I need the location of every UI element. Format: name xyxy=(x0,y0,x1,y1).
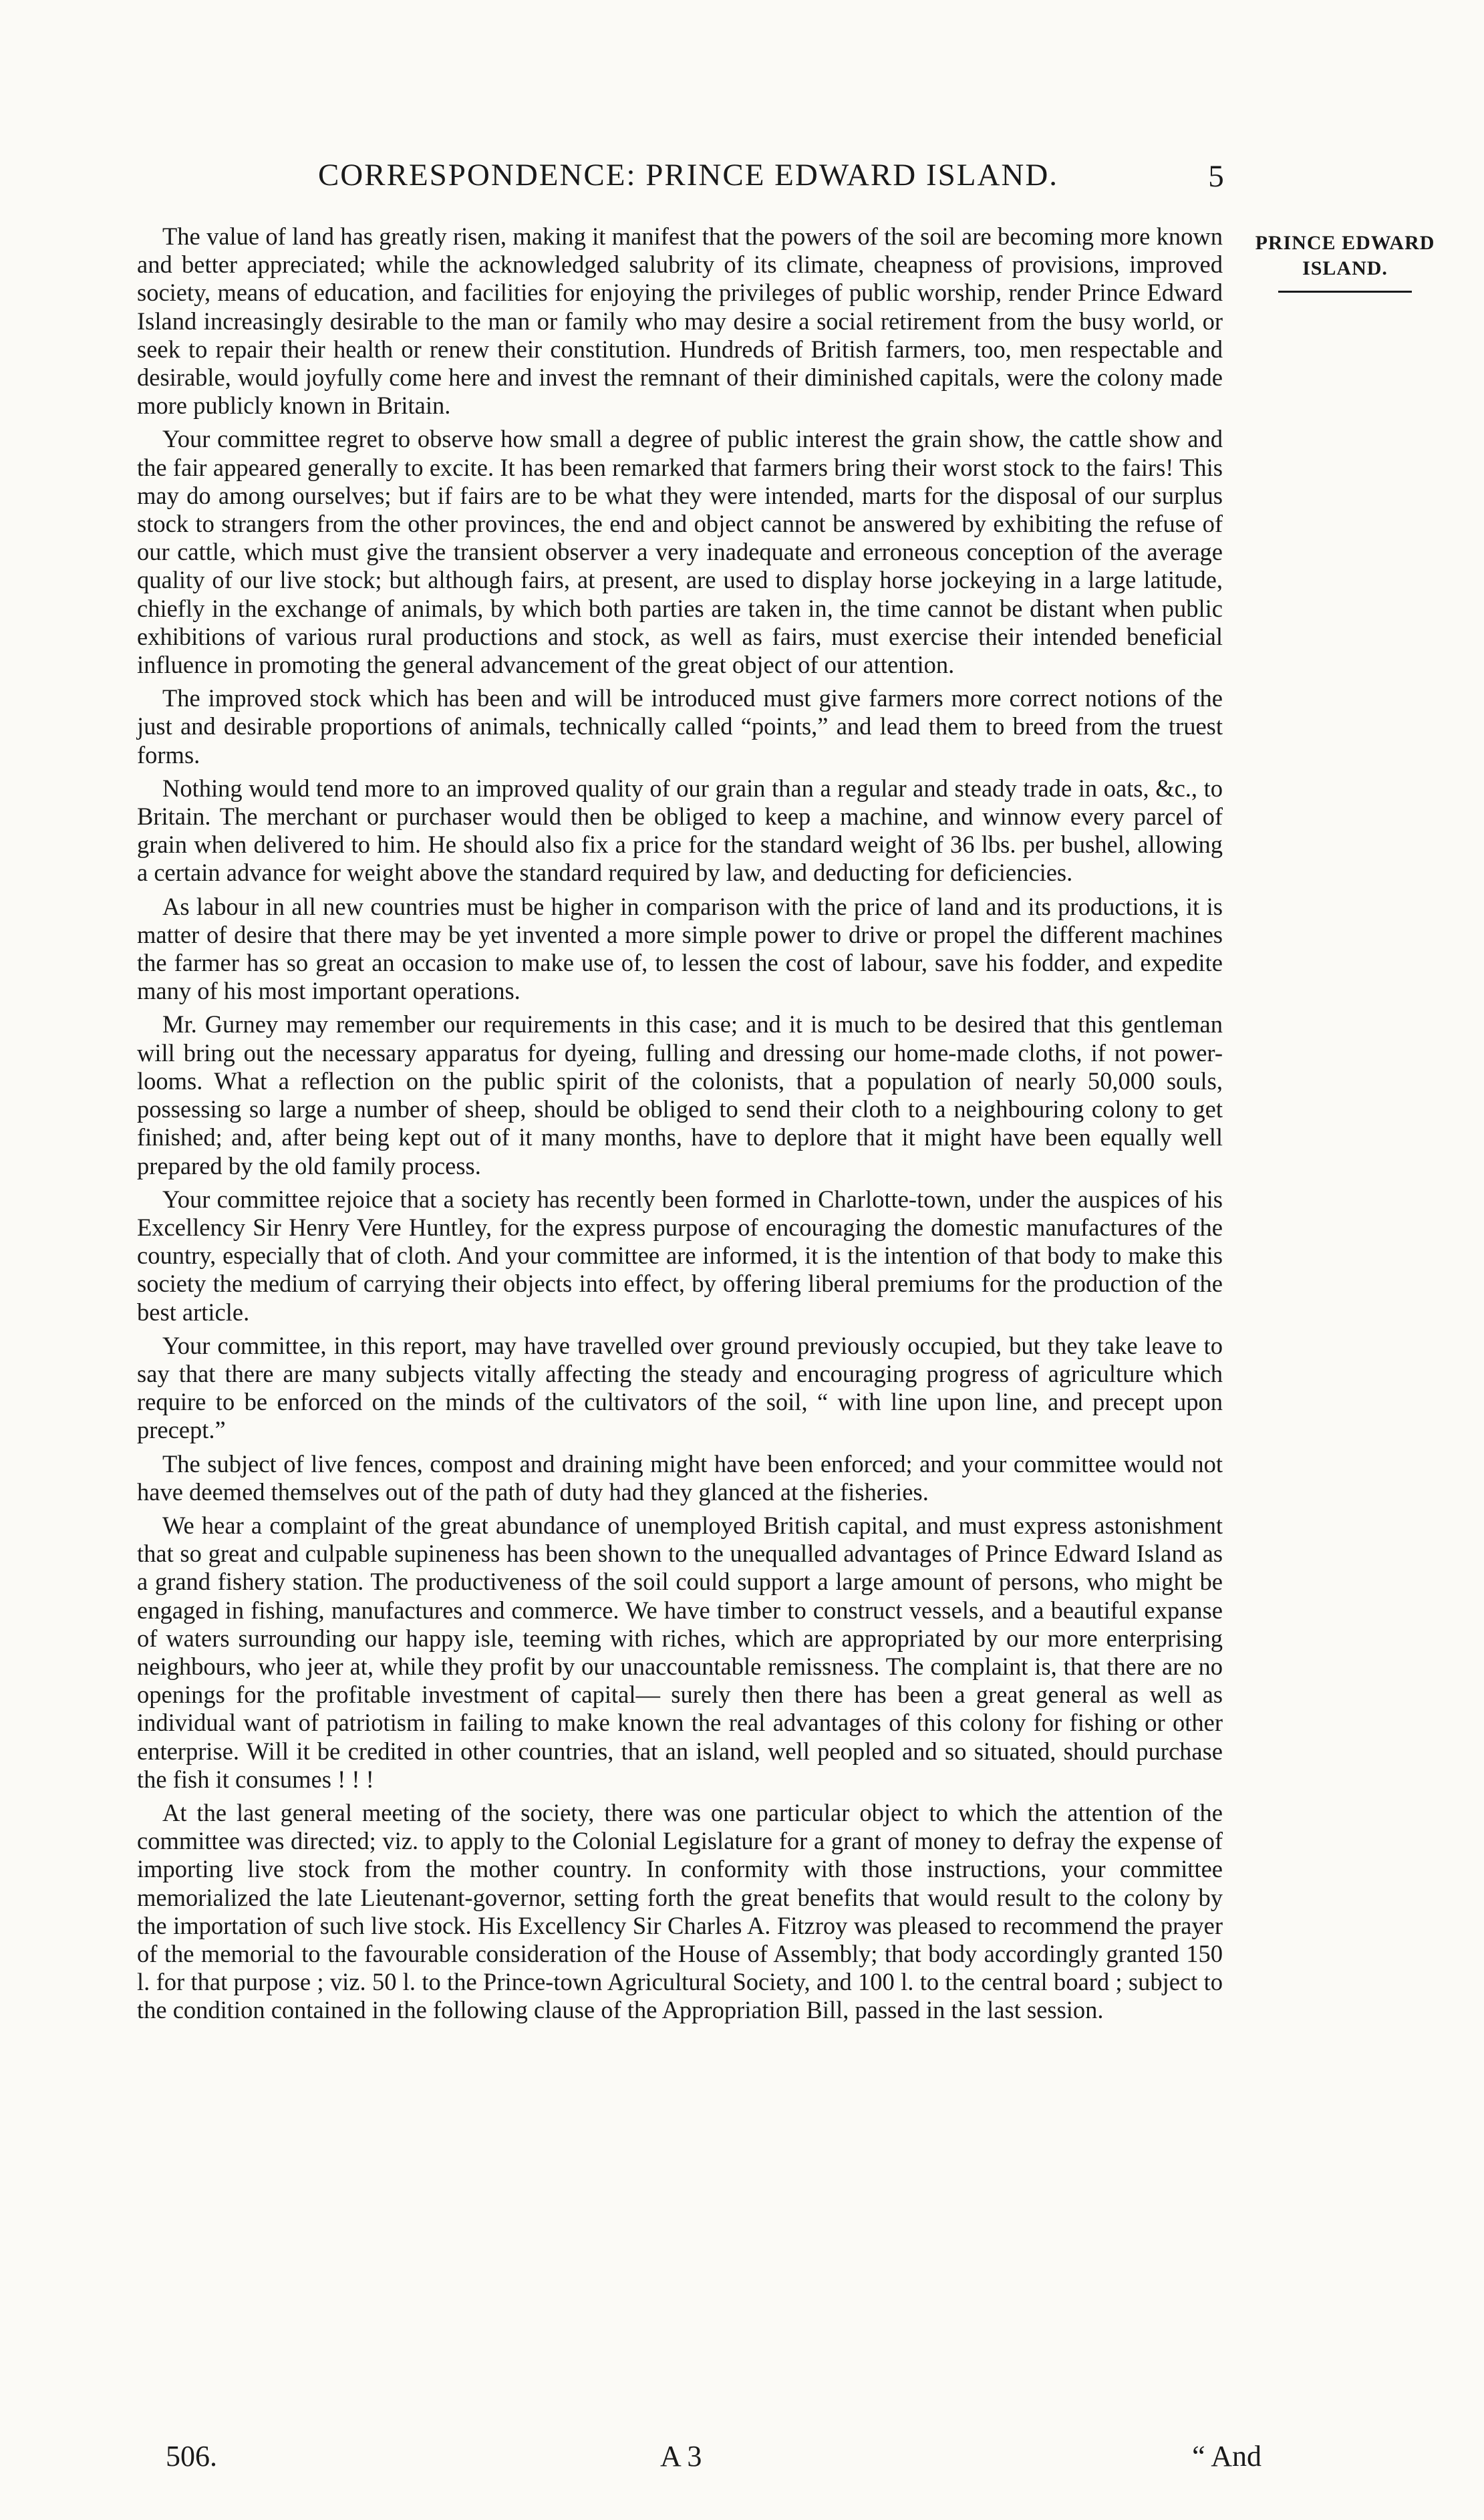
side-note-line-2: ISLAND. xyxy=(1302,257,1388,279)
paragraph-1: The value of land has greatly risen, making it manifest that the powers of the soil are becoming more known and better appreciated; while the acknowledged salubrity of its climate, cheapness of provisions, improved society, means of education, and facilities for enjoying the privileges of public worship, render Prince Edward Island increasingly desirable to the man or family who may desire a social retirement from the busy world, or seek to repair their health or renew their constitution. Hundreds of British farmers, too, men respectable and desirable, would joyfully come here and invest the remnant of their diminished capitals, were the colony made more publicly known in Britain. xyxy=(137,223,1223,420)
paragraph-8: Your committee, in this report, may have travelled over ground previously occupied, but they take leave to say that there are many subjects vitally affecting the steady and encouraging progress of agriculture which require to be enforced on the minds of the cultivators of the soil, “ with line upon line, and precept upon precept.” xyxy=(137,1331,1223,1444)
paragraph-9: The subject of live fences, compost and draining might have been enforced; and your committee would not have deemed themselves out of the path of duty had they glanced at the fisheries. xyxy=(137,1449,1223,1506)
body-text xyxy=(137,223,1223,2025)
sheet-number: 506. xyxy=(166,2440,217,2473)
paragraph-2: Your committee regret to observe how small a degree of public interest the grain show, the cattle show and the fair appeared generally to excite. It has been remarked that farmers bring their worst stock to the fairs! This may do among ourselves; but if fairs are to be what they were intended, marts for the disposal of our surplus stock to strangers from the other provinces, the end and object cannot be answered by exhibiting the refuse of our cattle, which must give the transient observer a very inadequate and erroneous conception of the average quality of our live stock; but although fairs, at present, are used to display horse jockeying in a large latitude, chiefly in the exchange of animals, by which both parties are taken in, the time cannot be distant when public exhibitions of various rural productions and stock, as well as fairs, must exercise their intended beneficial influence in promoting the general advancement of the great object of our attention. xyxy=(137,425,1223,679)
running-title: CORRESPONDENCE: PRINCE EDWARD ISLAND. xyxy=(317,158,1059,192)
page-number: 5 xyxy=(1208,159,1224,194)
side-note xyxy=(1235,231,1455,293)
paragraph-5: As labour in all new countries must be higher in comparison with the price of land and its productions, it is matter of desire that there may be yet invented a more simple power to drive or propel the different machines the farmer has so great an occasion to make use of, to lessen the cost of labour, save his fodder, and expedite many of his most important operations. xyxy=(137,892,1223,1005)
page-footer xyxy=(166,2436,1262,2477)
paragraph-3: The improved stock which has been and will be introduced must give farmers more correct notions of the just and desirable proportions of animals, technically called “points,” and lead them to breed from the truest forms. xyxy=(137,684,1223,768)
side-note-rule xyxy=(1278,291,1412,293)
paragraph-4: Nothing would tend more to an improved quality of our grain than a regular and steady trade in oats, &c., to Britain. The merchant or purchaser would then be obliged to keep a machine, and winnow every parcel of grain when delivered to him. He should also fix a price for the standard weight of 36 lbs. per bushel, allowing a certain advance for weight above the standard required by law, and deducting for deficiencies. xyxy=(137,774,1223,887)
side-note-line-1: PRINCE EDWARD xyxy=(1255,232,1435,254)
paragraph-7: Your committee rejoice that a society has recently been formed in Charlotte-town, under the auspices of his Excellency Sir Henry Vere Huntley, for the express purpose of encouraging the domestic manufactures of the country, especially that of cloth. And your committee are informed, it is the intention of that body to make this society the medium of carrying their objects into effect, by offering liberal premiums for the production of the best article. xyxy=(137,1185,1223,1326)
signature-mark: A 3 xyxy=(660,2440,702,2473)
paragraph-11: At the last general meeting of the society, there was one particular object to which the attention of the committee was directed; viz. to apply to the Colonial Legislature for a grant of money to defray the expense of importing live stock from the mother country. In conformity with those instructions, your committee memorialized the late Lieutenant-governor, setting forth the great benefits that would result to the colony by the importation of such live stock. His Excellency Sir Charles A. Fitzroy was pleased to recommend the prayer of the memorial to the favourable consideration of the House of Assembly; that body accordingly granted 150 l. for that purpose ; viz. 50 l. to the Prince-town Agricultural Society, and 100 l. to the central board ; subject to the condition contained in the following clause of the Appropriation Bill, passed in the last session. xyxy=(137,1798,1223,2024)
paragraph-6: Mr. Gurney may remember our requirements in this case; and it is much to be desired that this gentleman will bring out the necessary apparatus for dyeing, fulling and dressing our home-made cloths, if not power-looms. What a reflection on the public spirit of the colonists, that a population of nearly 50,000 souls, possessing so large a number of sheep, should be obliged to send their cloth to a neighbouring colony to get finished; and, after being kept out of it many months, have to deplore that it might have been equally well prepared by the old family process. xyxy=(137,1010,1223,1179)
paragraph-10: We hear a complaint of the great abundance of unemployed British capital, and must express astonishment that so great and culpable supineness has been shown to the unequalled advantages of Prince Edward Island as a grand fishery station. The productiveness of the soil could support a large amount of persons, who might be engaged in fishing, manufactures and commerce. We have timber to construct vessels, and a beautiful expanse of waters surrounding our happy isle, teeming with riches, which are appropriated by our more enterprising neighbours, who jeer at, while they profit by our unaccountable remissness. The complaint is, that there are no openings for the profitable investment of capital— surely then there has been a great general as well as individual want of patriotism in failing to make known the real advantages of this colony for fishing or other enterprise. Will it be credited in other countries, that an island, well peopled and so situated, should purchase the fish it consumes ! ! ! xyxy=(137,1511,1223,1793)
catchword: “ And xyxy=(1192,2440,1262,2473)
